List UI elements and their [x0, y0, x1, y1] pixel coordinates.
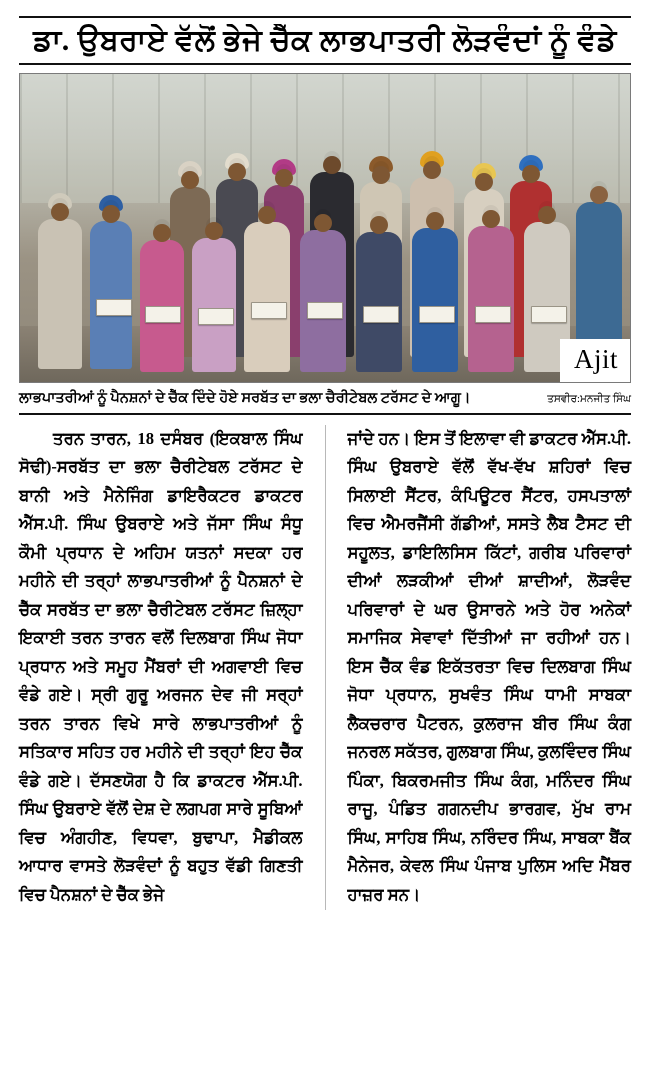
photo-caption: ਲਾਭਪਾਤਰੀਆਂ ਨੂੰ ਪੈਨਸ਼ਨਾਂ ਦੇ ਚੈੱਕ ਦਿੰਦੇ ਹੋਏ ਸਰਬੱਤ ਦਾ ਭਲਾ ਚੈਰੀਟੇਬਲ ਟਰੱਸਟ ਦੇ ਆਗੂ।: [19, 389, 471, 406]
head-shape: [475, 173, 493, 191]
cheque-icon: [531, 306, 567, 323]
photo-person: [356, 232, 402, 372]
photo-person: [140, 240, 184, 372]
head-shape: [102, 205, 120, 223]
article-paragraph-two: ਜਾਂਦੇ ਹਨ। ਇਸ ਤੋਂ ਇਲਾਵਾ ਵੀ ਡਾਕਟਰ ਐੱਸ.ਪੀ. ਸਿੰਘ ਉਬਰਾਏ ਵੱਲੋਂ ਵੱਖ-ਵੱਖ ਸ਼ਹਿਰਾਂ ਵਿਚ ਸਿਲਾਈ ਸੈਂਟਰ, ਕੰਪਿਊਟਰ ਸੈਂਟਰ, ਹਸਪਤਾਲਾਂ ਵਿਚ ਐਮਰਜੈਂਸੀ ਗੱਡੀਆਂ, ਸਸਤੇ ਲੈਬ ਟੈਸਟ ਦੀ ਸਹੂਲਤ, ਡਾਇਲਿਸਿਸ ਕਿੱਟਾਂ, ਗਰੀਬ ਪਰਿਵਾਰਾਂ ਦੀਆਂ ਲੜਕੀਆਂ ਦੀਆਂ ਸ਼ਾਦੀਆਂ, ਲੋੜਵੰਦ ਪਰਿਵਾਰਾਂ ਦੇ ਘਰ ਉਸਾਰਨੇ ਅਤੇ ਹੋਰ ਅਨੇਕਾਂ ਸਮਾਜਿਕ ਸੇਵਾਵਾਂ ਦਿੱਤੀਆਂ ਜਾ ਰਹੀਆਂ ਹਨ। ਇਸ ਚੈੱਕ ਵੰਡ ਇਕੱਤਰਤਾ ਵਿਚ ਦਿਲਬਾਗ ਸਿੰਘ ਜੋਧਾ ਪ੍ਰਧਾਨ, ਸੁਖਵੰਤ ਸਿੰਘ ਧਾਮੀ ਸਾਬਕਾ ਲੈਕਚਰਾਰ ਪੈਟਰਨ, ਕੁਲਰਾਜ ਬੀਰ ਸਿੰਘ ਕੰਗ ਜਨਰਲ ਸਕੱਤਰ, ਗੁਲਬਾਗ ਸਿੰਘ, ਕੁਲਵਿੰਦਰ ਸਿੰਘ ਪਿੰਕਾ, ਬਿਕਰਮਜੀਤ ਸਿੰਘ ਕੰਗ, ਮਨਿੰਦਰ ਸਿੰਘ ਰਾਜੂ, ਪੰਡਿਤ ਗਗਨਦੀਪ ਭਾਰਗਵ, ਮੁੱਖ ਰਾਮ ਸਿੰਘ, ਸਾਹਿਬ ਸਿੰਘ, ਨਰਿੰਦਰ ਸਿੰਘ, ਸਾਬਕਾ ਬੈਂਕ ਮੈਨੇਜਰ, ਕੇਵਲ ਸਿੰਘ ਪੰਜਾਬ ਪੁਲਿਸ ਅਦਿ ਮੈਂਬਰ ਹਾਜ਼ਰ ਸਨ।: [347, 428, 631, 904]
cheque-icon: [363, 306, 399, 323]
head-shape: [590, 186, 608, 204]
head-shape: [482, 210, 500, 228]
cheque-icon: [419, 306, 455, 323]
photo-person: [468, 226, 514, 372]
head-shape: [426, 212, 444, 230]
article-paragraph-one: ਤਰਨ ਤਾਰਨ, 18 ਦਸੰਬਰ (ਇਕਬਾਲ ਸਿੰਘ ਸੋਢੀ)-ਸਰਬੱਤ ਦਾ ਭਲਾ ਚੈਰੀਟੇਬਲ ਟਰੱਸਟ ਦੇ ਬਾਨੀ ਅਤੇ ਮੈਨੇਜਿੰਗ ਡਾਇਰੈਕਟਰ ਡਾਕਟਰ ਐੱਸ.ਪੀ. ਸਿੰਘ ਉਬਰਾਏ ਅਤੇ ਜੱਸਾ ਸਿੰਘ ਸੰਧੂ ਕੌਮੀ ਪ੍ਰਧਾਨ ਦੇ ਅਹਿਮ ਯਤਨਾਂ ਸਦਕਾ ਹਰ ਮਹੀਨੇ ਦੀ ਤਰ੍ਹਾਂ ਲਾਭਪਾਤਰੀਆਂ ਨੂੰ ਪੈਨਸ਼ਨਾਂ ਦੇ ਚੈੱਕ ਸਰਬੱਤ ਦਾ ਭਲਾ ਚੈਰੀਟੇਬਲ ਟਰੱਸਟ ਜ਼ਿਲ੍ਹਾ ਇਕਾਈ ਤਰਨ ਤਾਰਨ ਵਲੋਂ ਦਿਲਬਾਗ ਸਿੰਘ ਜੋਧਾ ਪ੍ਰਧਾਨ ਅਤੇ ਸਮੂਹ ਮੈਂਬਰਾਂ ਦੀ ਅਗਵਾਈ ਵਿਚ ਵੰਡੇ ਗਏ। ਸ੍ਰੀ ਗੁਰੂ ਅਰਜਨ ਦੇਵ ਜੀ ਸਰ੍ਹਾਂ ਤਰਨ ਤਾਰਨ ਵਿਖੇ ਸਾਰੇ ਲਾਭਪਾਤਰੀਆਂ ਨੂੰ ਸਤਿਕਾਰ ਸਹਿਤ ਹਰ ਮਹੀਨੇ ਦੀ ਤਰ੍ਹਾਂ ਇਹ ਚੈੱਕ ਵੰਡੇ ਗਏ। ਦੱਸਣਯੋਗ ਹੈ ਕਿ ਡਾਕਟਰ ਐੱਸ.ਪੀ. ਸਿੰਘ ਉਬਰਾਏ ਵੱਲੋਂ ਦੇਸ਼ ਦੇ ਲਗਪਗ ਸਾਰੇ ਸੂਬਿਆਂ ਵਿਚ ਅੰਗਹੀਣ, ਵਿਧਵਾ, ਬੁਢਾਪਾ, ਮੈਡੀਕਲ ਆਧਾਰ ਵਾਸਤੇ ਲੋੜਵੰਦਾਂ ਨੂੰ ਬਹੁਤ ਵੱਡੀ ਗਿਣਤੀ ਵਿਚ ਪੈਨਸ਼ਨਾਂ ਦੇ ਚੈੱਕ ਭੇਜੇ: [19, 428, 303, 904]
photo-person: [38, 219, 82, 369]
article-column-two: [348, 425, 632, 910]
head-shape: [372, 166, 390, 184]
cheque-icon: [198, 308, 234, 325]
top-divider: [19, 16, 631, 18]
head-shape: [181, 171, 199, 189]
article-body: [19, 425, 631, 910]
page-title: ਡਾ. ਉਬਰਾਏ ਵੱਲੋਂ ਭੇਜੇ ਚੈੱਕ ਲਾਭਪਾਤਰੀ ਲੋੜਵੰਦਾਂ ਨੂੰ ਵੰਡੇ: [33, 24, 617, 57]
photo-credit: ਤਸਵੀਰ:ਮਨਜੀਤ ਸਿੰਘ: [547, 393, 631, 405]
photo-caption-row: [19, 390, 631, 407]
head-shape: [423, 161, 441, 179]
publication-watermark: Ajit: [560, 339, 630, 382]
head-shape: [51, 203, 69, 221]
head-shape: [314, 214, 332, 232]
photo-person: [412, 228, 458, 372]
photo-person: [300, 230, 346, 372]
head-shape: [323, 156, 341, 174]
head-shape: [522, 165, 540, 183]
cheque-icon: [145, 306, 181, 323]
photo-person: [192, 238, 236, 372]
head-shape: [258, 206, 276, 224]
cheque-icon: [475, 306, 511, 323]
head-shape: [370, 216, 388, 234]
photo-person: [244, 222, 290, 372]
column-divider: [325, 425, 326, 910]
article-column-one: [19, 425, 303, 910]
head-shape: [153, 224, 171, 242]
headline-divider: [19, 63, 631, 65]
cheque-icon: [251, 302, 287, 319]
head-shape: [205, 222, 223, 240]
news-photo: [19, 73, 631, 383]
photo-person: [90, 221, 132, 369]
head-shape: [538, 206, 556, 224]
head-shape: [228, 163, 246, 181]
cheque-icon: [307, 302, 343, 319]
caption-divider: [19, 413, 631, 415]
head-shape: [275, 169, 293, 187]
cheque-icon: [96, 299, 132, 316]
